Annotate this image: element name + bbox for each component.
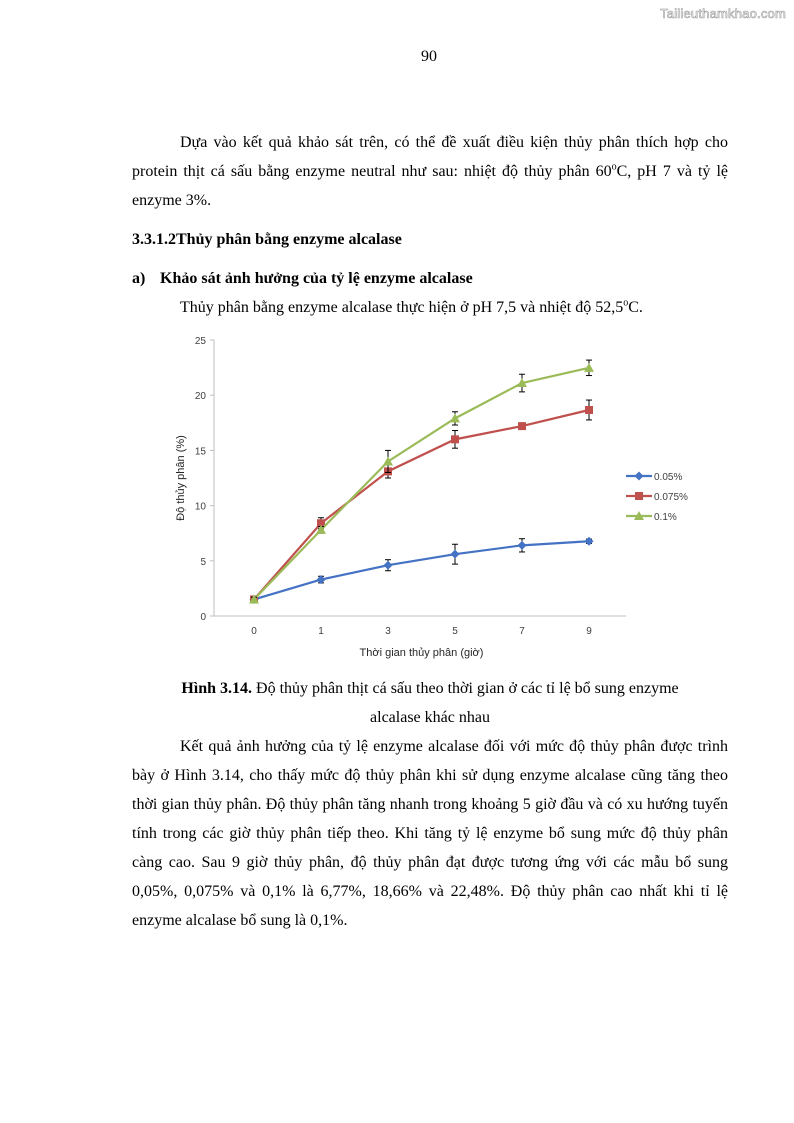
subsection-heading: [132, 270, 473, 288]
chart-container: [170, 328, 730, 668]
y-tick-label: 20: [194, 391, 206, 403]
intro-text-2: C, pH 7 và tỷ lệ enzyme 3%.: [132, 163, 728, 209]
x-tick-label: 0: [251, 626, 257, 637]
page-number: 90: [421, 48, 437, 65]
series-line: [254, 368, 589, 600]
subsection-title: Khảo sát ảnh hưởng của tỷ lệ enzyme alcalase: [160, 270, 473, 287]
y-tick-label: 25: [194, 336, 206, 347]
y-tick-label: 0: [200, 612, 206, 623]
x-tick-label: 1: [318, 626, 324, 637]
condition-text-2: C.: [628, 299, 643, 316]
legend-label: 0.075%: [654, 492, 688, 503]
hydrolysis-line-chart: [170, 328, 730, 668]
legend-marker: [635, 492, 643, 500]
subsection-marker: a): [132, 270, 146, 287]
section-heading: 3.3.1.2Thủy phân bằng enzyme alcalase: [132, 231, 402, 248]
figure-label: Hình 3.14.: [181, 680, 253, 697]
data-point: [383, 456, 393, 465]
y-axis-title: Độ thủy phân (%): [175, 435, 187, 521]
intro-text-1: Dựa vào kết quả khảo sát trên, có thể đề xuất điều kiện thủy phân thích hợp cho protein thịt cá sấu bằng enzyme neutral như sau: nhiệt độ thủy phân 60: [132, 134, 728, 180]
figure-caption-text-1: Độ thủy phân thịt cá sấu theo thời gian ở các tỉ lệ bổ sung enzyme: [252, 680, 679, 697]
legend-marker: [635, 472, 644, 481]
x-tick-label: 3: [385, 626, 391, 637]
x-tick-label: 9: [586, 626, 592, 637]
intro-paragraph: [132, 128, 728, 215]
y-tick-label: 10: [194, 501, 206, 513]
x-axis-title: Thời gian thủy phân (giờ): [359, 647, 484, 659]
x-tick-label: 5: [452, 626, 458, 637]
intro-degree-sup: o: [611, 161, 617, 173]
data-point: [585, 406, 593, 414]
series-line: [254, 410, 589, 599]
data-point: [518, 422, 526, 430]
y-tick-label: 5: [200, 556, 206, 568]
data-point: [317, 575, 326, 584]
figure-caption-line-1: [132, 674, 728, 703]
data-point: [584, 363, 594, 372]
condition-degree-sup: o: [623, 297, 629, 309]
y-tick-label: 15: [194, 446, 206, 458]
legend-label: 0.1%: [654, 512, 677, 523]
data-point: [518, 541, 527, 550]
series-line: [254, 541, 589, 599]
x-tick-label: 7: [519, 626, 525, 637]
data-point: [450, 413, 460, 422]
condition-text-1: Thủy phân bằng enzyme alcalase thực hiện ở pH 7,5 và nhiệt độ 52,5: [180, 299, 624, 316]
data-point: [451, 550, 460, 559]
figure-caption-line-2: alcalase khác nhau: [370, 709, 490, 726]
data-point: [384, 561, 393, 570]
legend-label: 0.05%: [654, 472, 683, 483]
watermark: Tailieuthamkhao.com: [660, 6, 786, 21]
data-point: [451, 435, 459, 443]
data-point: [585, 537, 594, 546]
condition-line: [180, 299, 643, 317]
figure-caption: [132, 674, 728, 732]
result-paragraph: Kết quả ảnh hưởng của tỷ lệ enzyme alcalase đối với mức độ thủy phân được trình bày ở Hình 3.14, cho thấy mức độ thủy phân khi sử dụng enzyme alcalase cũng tăng theo thời gian thủy phân. Độ thủy phân tăng nhanh trong khoảng 5 giờ đầu và có xu hướng tuyến tính trong các giờ thủy phân tiếp theo. Khi tăng tỷ lệ enzyme bổ sung mức độ thủy phân càng cao. Sau 9 giờ thủy phân, độ thủy phân đạt được tương ứng với các mẫu bổ sung 0,05%, 0,075% và 0,1% là 6,77%, 18,66% và 22,48%. Độ thủy phân cao nhất khi tỉ lệ enzyme alcalase bổ sung là 0,1%.: [132, 738, 728, 929]
